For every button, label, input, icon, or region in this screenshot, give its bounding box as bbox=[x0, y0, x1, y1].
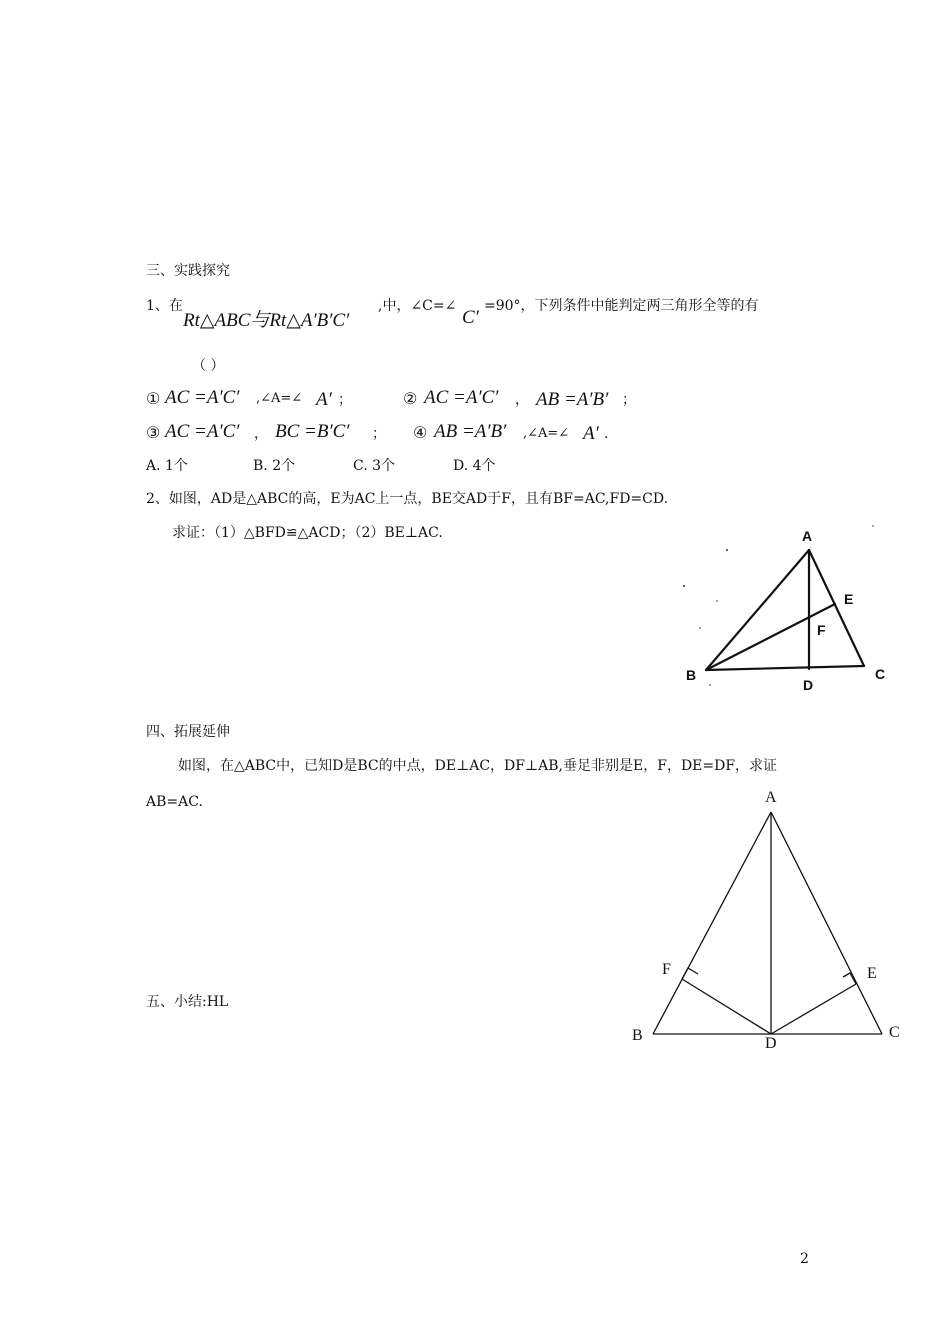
opt4-num: ④ bbox=[413, 423, 428, 442]
scan-speck bbox=[726, 549, 728, 551]
side-ab bbox=[706, 550, 809, 670]
label-d: D bbox=[803, 677, 814, 693]
opt4-aprime: A′ bbox=[583, 423, 599, 444]
figure-2-triangle bbox=[625, 780, 915, 1070]
segment-be bbox=[706, 604, 835, 670]
scan-speck bbox=[683, 585, 685, 587]
opt4-end: . bbox=[604, 426, 609, 442]
opt2-eq2: AB =A′B′ bbox=[536, 389, 609, 410]
q1-mid: ,中，∠C=∠ bbox=[378, 298, 457, 314]
choice-d: D. 4个 bbox=[453, 458, 496, 474]
opt1-end: ； bbox=[338, 392, 352, 408]
q1-c-prime: C′ bbox=[462, 307, 479, 328]
section5-heading: 五、小结:HL bbox=[146, 994, 229, 1010]
q1-prefix: 1、在 bbox=[146, 298, 183, 314]
perpendicular-de bbox=[771, 984, 856, 1034]
opt3-eq2: BC =B′C′ bbox=[275, 421, 350, 442]
scan-speck bbox=[709, 684, 711, 686]
opt2-sep: ， bbox=[515, 392, 529, 408]
side-ac bbox=[809, 550, 864, 666]
label-c: C bbox=[875, 666, 886, 682]
opt3-eq1: AC =A′C′ bbox=[165, 421, 240, 442]
opt3-end: ； bbox=[372, 426, 386, 442]
scan-speck bbox=[872, 525, 874, 527]
section4-text1: 如图，在△ABC中，已知D是BC的中点，DE⊥AC，DF⊥AB,垂足非别是E，F，DE=DF，求证 bbox=[178, 758, 778, 774]
opt4-eq: AB =A′B′ bbox=[434, 421, 507, 442]
q1-tail: =90°，下列条件中能判定两三角形全等的有 bbox=[484, 298, 759, 314]
label-a: A bbox=[802, 528, 813, 544]
scan-speck bbox=[716, 600, 718, 602]
q1-triangles: Rt△ABC与Rt△A′B′C′ bbox=[183, 310, 350, 331]
section3-heading: 三、实践探究 bbox=[146, 263, 230, 279]
figure-1-triangle bbox=[670, 520, 900, 700]
label-e: E bbox=[844, 591, 854, 607]
label-f: F bbox=[817, 622, 826, 638]
opt1-eq: AC =A′C′ bbox=[165, 387, 240, 408]
q2-text: 2、如图，AD是△ABC的高，E为AC上一点，BE交AD于F，且有BF=AC,FD=CD. bbox=[146, 491, 669, 507]
opt2-eq1: AC =A′C′ bbox=[424, 387, 499, 408]
opt1-extra: ,∠A=∠ bbox=[256, 391, 303, 406]
label-d: D bbox=[765, 1035, 777, 1052]
opt4-extra: ,∠A=∠ bbox=[523, 426, 570, 441]
label-c: C bbox=[889, 1024, 900, 1041]
scan-speck bbox=[699, 627, 701, 629]
side-ab bbox=[653, 812, 771, 1034]
label-f: F bbox=[662, 961, 671, 978]
q1-paren: （ ） bbox=[192, 358, 225, 374]
section4-heading: 四、拓展延伸 bbox=[146, 724, 230, 740]
label-e: E bbox=[867, 965, 877, 982]
right-angle-mark-f bbox=[682, 968, 698, 979]
label-b: B bbox=[632, 1027, 643, 1044]
opt1-aprime: A′ bbox=[316, 389, 332, 410]
perpendicular-df bbox=[682, 979, 771, 1034]
label-b: B bbox=[686, 667, 697, 683]
choice-c: C. 3个 bbox=[353, 458, 396, 474]
opt2-end: ； bbox=[622, 392, 636, 408]
side-bc bbox=[706, 666, 864, 670]
opt3-sep: ， bbox=[254, 426, 268, 442]
choice-b: B. 2个 bbox=[253, 458, 296, 474]
label-a: A bbox=[765, 789, 777, 806]
choice-a: A. 1个 bbox=[146, 458, 188, 474]
page-number: 2 bbox=[800, 1251, 809, 1267]
q2-proof: 求证：（1）△BFD≌△ACD；（2）BE⊥AC. bbox=[172, 525, 443, 541]
section4-text2: AB=AC. bbox=[146, 794, 203, 810]
opt2-num: ② bbox=[403, 389, 418, 408]
opt3-num: ③ bbox=[146, 423, 161, 442]
opt1-num: ① bbox=[146, 389, 161, 408]
